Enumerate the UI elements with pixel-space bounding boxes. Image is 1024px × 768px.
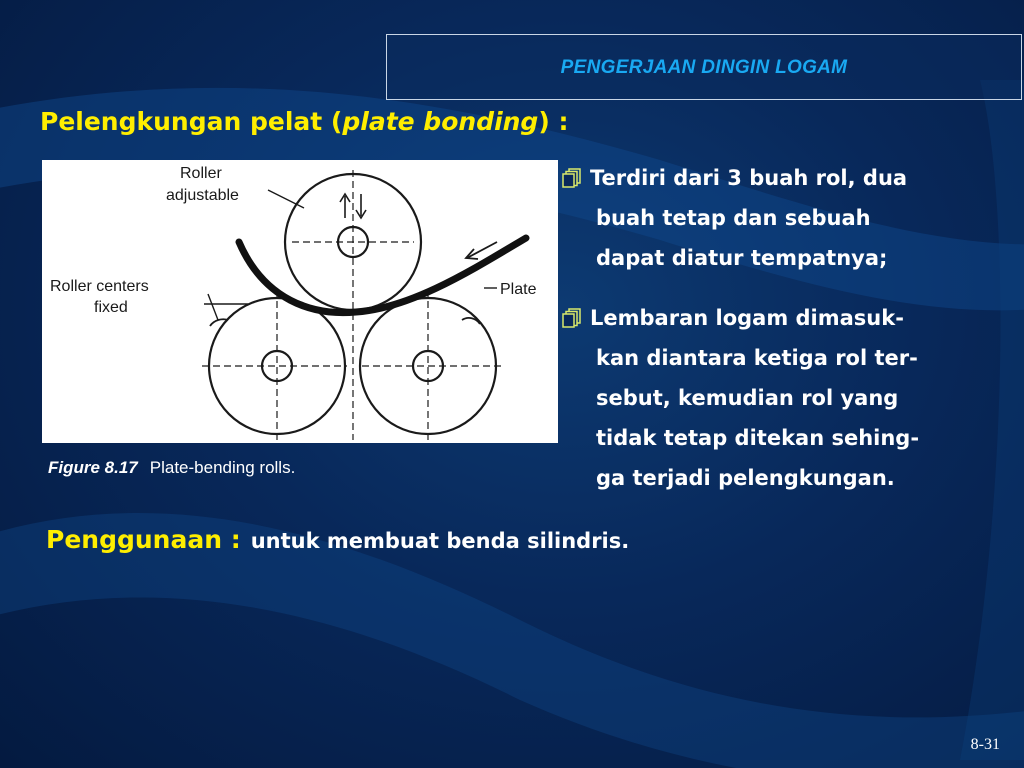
bullet-line: buah tetap dan sebuah [596, 206, 871, 230]
bullet-line: ga terjadi pelengkungan. [596, 466, 895, 490]
section-heading [40, 107, 568, 136]
heading-suffix: ) : [538, 107, 569, 136]
bullet-line: tidak tetap ditekan sehing- [596, 426, 920, 450]
stacked-pages-icon [562, 308, 582, 328]
plate-bending-rolls-figure [42, 160, 558, 443]
bullet-item [560, 298, 1015, 498]
bullet-line: Lembaran logam dimasuk- [590, 306, 904, 330]
usage-line [46, 525, 629, 554]
caption-text: Plate-bending rolls. [149, 458, 296, 477]
figure-caption [48, 458, 295, 478]
label-plate: Plate [500, 281, 537, 298]
usage-label: Penggunaan : [46, 525, 241, 554]
page-number: 8-31 [970, 736, 1000, 753]
label-roller-adjustable-2: adjustable [166, 187, 239, 204]
rolls-diagram [42, 160, 558, 443]
heading-italic-term: plate bonding [342, 107, 539, 136]
title-box [386, 34, 1022, 100]
heading-prefix: Pelengkungan pelat ( [40, 107, 343, 136]
bullet-line: dapat diatur tempatnya; [596, 246, 888, 270]
label-roller-adjustable-1: Roller [180, 165, 222, 182]
stacked-pages-icon [562, 168, 582, 188]
bullet-line: kan diantara ketiga rol ter- [596, 346, 918, 370]
usage-text: untuk membuat benda silindris. [250, 529, 630, 553]
bullet-line: Terdiri dari 3 buah rol, dua [590, 166, 908, 190]
bullet-line: sebut, kemudian rol yang [596, 386, 899, 410]
bottom-left-roller-hub [262, 351, 292, 381]
label-roller-centers-1: Roller centers [50, 278, 149, 295]
bullet-list [560, 158, 1015, 518]
caption-number: Figure 8.17 [48, 458, 138, 477]
bullet-item [560, 158, 1015, 278]
slide-title: PENGERJAAN DINGIN LOGAM [560, 57, 848, 78]
label-roller-centers-2: fixed [94, 299, 128, 316]
